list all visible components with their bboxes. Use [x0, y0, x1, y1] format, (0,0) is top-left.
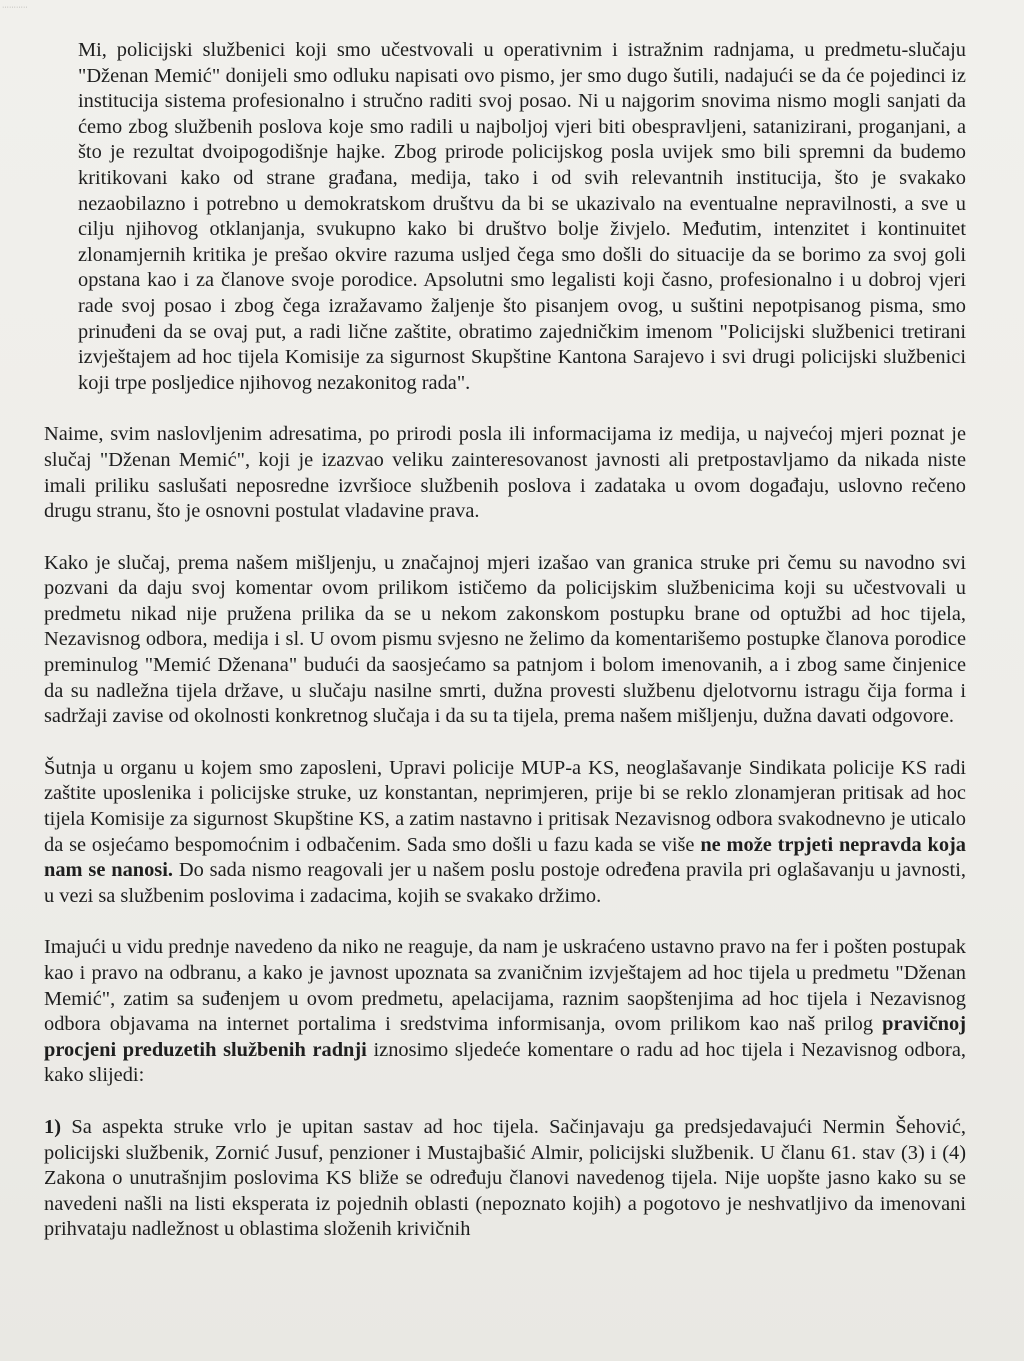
paragraph-5-emphasis: pravičnoj procjeni preduzetih službenih radnji	[44, 1013, 966, 1061]
paragraph-4	[44, 756, 966, 910]
paragraph-4-text-b: Do sada nismo reagovali jer u našem poslu postoje određena pravila pri oglašavanju u javnosti, u vezi sa službenim poslovima i zadacima, kojih se svakako držimo.	[44, 859, 966, 907]
paragraph-5	[44, 935, 966, 1089]
paragraph-6	[44, 1115, 966, 1243]
paragraph-4-text-a: Šutnja u organu u kojem smo zaposleni, Upravi policije MUP-a KS, neoglašavanje Sindikata policije KS radi zaštite uposlenika i policijske struke, uz konstantan, neprimjeren, prije bi se reklo zlonamjeran pritisak ad hoc tijela Komisije za sigurnost Skupštine KS, a zatim nastavno i pritisak Nezavisnog odbora svakodnevno je uticalo da se osjećamo bespomoćnim i odbačenim. Sada smo došli u fazu kada se više	[44, 756, 966, 856]
paragraph-5-text-b: iznosimo sljedeće komentare o radu ad hoc tijela i Nezavisnog odbora, kako slijedi:	[44, 1038, 966, 1087]
paragraph-5-text-a: Imajući u vidu prednje navedeno da niko ne reaguje, da nam je uskraćeno ustavno pravo na fer i pošten postupak kao i pravo na odbranu, a kako je javnost upoznata sa zvaničnim izvještajem ad hoc tijela u predmetu "Dženan Memić", zatim sa suđenjem u ovom predmetu, apelacijama, raznim saopštenjima ad hoc tijela i Nezavisnog odbora objavama na internet portalima i sredstvima informisanja, ovom prilikom kao naš prilog	[44, 936, 966, 1036]
paragraph-6-text: Sa aspekta struke vrlo je upitan sastav ad hoc tijela. Sačinjavaju ga predsjedavajući Nermin Šehović, policijski službenik, Zornić Jusuf, penzioner i Mustajbašić Almir, policijski službenik. U članu 61. stav (3) i (4) Zakona o unutrašnjim poslovima KS bliže se određuju članovi navedenog tijela. Nije uopšte jasno kako su se navedeni našli na listi eksperata iz pojednih oblasti (nepoznato kojih) a pogotovo je neshvatljivo da imenovani prihvataju nadležnost u oblastima složenih krivičnih	[44, 1115, 966, 1241]
paragraph-2: Naime, svim naslovljenim adresatima, po prirodi posla ili informacijama iz medija, u najvećoj mjeri poznat je slučaj "Dženan Memić", koji je izazvao veliku zainteresovanost javnosti ali pretpostavljamo da nikada niste imali priliku saslušati neposredne izvršioce službenih poslova i zadataka u ovom događaju, uslovno rečeno drugu stranu, što je osnovni postulat vladavine prava.	[44, 423, 966, 523]
letter-body	[44, 38, 966, 1269]
paragraph-3: Kako je slučaj, prema našem mišljenju, u značajnoj mjeri izašao van granica struke pri čemu su navodno svi pozvani da daju svoj komentar ovom prilikom ističemo da policijskim službenicima koji su učestvovali u predmetu nikad nije pružena prilika da se u nekom zakonskom postupku brane od optužbi ad hoc tijela, Nezavisnog odbora, medija i sl. U ovom pismu svjesno ne želimo da komentarišemo postupke članova porodice preminulog "Memić Dženana" budući da saosjećamo sa patnjom i bolom imenovanih, a i zbog same činjenice da su nadležna tijela države, u slučaju nasilne smrti, dužna provesti službenu djelotvornu istragu čija forma i sadržaji zavise od okolnosti konkretnog slučaja i da su ta tijela, prema našem mišljenju, dužna davati odgovore.	[44, 551, 966, 728]
paragraph-4-emphasis: ne može trpjeti nepravda koja nam se nanosi.	[44, 833, 966, 882]
corner-watermark: ···········	[2, 4, 28, 11]
paragraph-1: Mi, policijski službenici koji smo učestvovali u operativnim i istražnim radnjama, u predmetu-slučaju "Dženan Memić" donijeli smo odluku napisati ovo pismo, jer smo dugo šutili, nadajući se da će pojedinci iz institucija sistema profesionalno i stručno raditi svoj posao. Ni u najgorim snovima nismo mogli sanjati da ćemo zbog službenih poslova koje smo radili u najboljoj vjeri biti obespravljeni, satanizirani, proganjani, a što je rezultat dvoipogodišnje hajke. Zbog prirode policijskog posla uvijek smo bili spremni da budemo kritikovani kako od strane građana, medija, tako i od svih relevantnih institucija, što je svakako nezaobilazno i potrebno u demokratskom društvu da bi se ukazivalo na eventualne nepravilnosti, a sve u cilju njihovog otklanjanja, svukupno kako bi društvo bolje živjelo. Međutim, intenzitet i kontinuitet zlonamjernih kritika je prešao okvire razuma usljed čega smo došli do situacije da se borimo za svoj goli opstana kao i za članove svoje porodice. Apsolutni smo legalisti koji časno, profesionalno i u dobroj vjeri rade svoj posao i zbog čega izražavamo žaljenje što pisanjem ovog, u suštini nepotpisanog pisma, smo prinuđeni da se ovaj put, a radi lične zaštite, obratimo zajedničkim imenom "Policijski službenici tretirani izvještajem ad hoc tijela Komisije za sigurnost Skupštine Kantona Sarajevo i svi drugi policijski službenici koji trpe posljedice njihovog nezakonitog rada".	[78, 39, 966, 394]
list-number: 1)	[44, 1115, 61, 1138]
